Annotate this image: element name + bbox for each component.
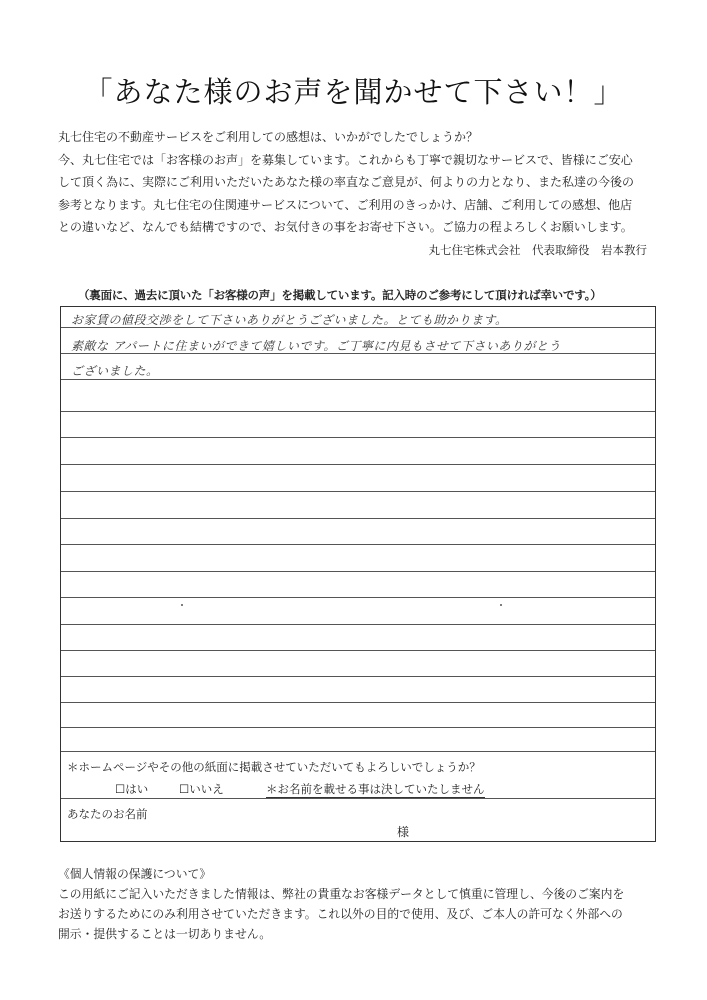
consent-no-checkbox[interactable]: ☐いいえ <box>179 782 224 796</box>
intro-text <box>58 126 658 239</box>
ruled-line <box>61 518 655 519</box>
ruled-line <box>61 571 655 572</box>
feedback-form <box>60 306 656 842</box>
intro-line: して頂く為に、実際にご利用いただいたあなた様の率直なご意見が、何よりの力となり、また私達の今後の <box>58 175 635 189</box>
ruled-line <box>61 727 655 728</box>
name-label: あなたのお名前 <box>67 807 148 821</box>
privacy-line: お送りするためにのみ利用させていただきます。これ以外の目的で使用、及び、ご本人の許可なく外部への <box>58 907 623 921</box>
handwritten-comment-line: お家賃の値段交渉をして下さいありがとうございました。とても助かります。 <box>71 313 508 327</box>
ruled-line <box>61 544 655 545</box>
privacy-heading: 《個人情報の保護について》 <box>58 867 212 881</box>
privacy-section <box>58 864 658 944</box>
divider <box>61 798 655 799</box>
ruled-line <box>61 597 655 598</box>
handwritten-comment-line: ございました。 <box>71 364 159 378</box>
page-title: 「あなた様のお声を聞かせて下さい！」 <box>83 75 624 109</box>
ruled-line <box>61 650 655 651</box>
consent-yes-checkbox[interactable]: ☐はい <box>115 782 149 796</box>
ruled-line <box>61 751 655 752</box>
ruled-line <box>61 702 655 703</box>
ruled-line <box>61 624 655 625</box>
intro-line: 参考となります。丸七住宅の住関連サービスについて、ご利用のきっかけ、店舗、ご利用しての感想、他店 <box>58 197 633 212</box>
ruled-line <box>61 464 655 465</box>
intro-line: との違いなど、なんでも結構ですので、お気付きの事をお寄せ下さい。ご協力の程よろしくお願いします。 <box>58 220 633 234</box>
name-suffix: 様 <box>397 825 410 839</box>
ink-dot <box>181 604 183 606</box>
ruled-line <box>61 676 655 677</box>
ruled-line <box>61 491 655 492</box>
notice: （裏面に、過去に頂いた「お客様の声」を掲載しています。記入時のご参考にして頂ければ幸いです。） <box>78 288 602 302</box>
ruled-line <box>61 379 655 380</box>
consent-note: ＊お名前を載せる事は決していたしません <box>266 782 485 796</box>
signature: 丸七住宅株式会社 代表取締役 岩本教行 <box>428 243 647 257</box>
intro-line: 今、丸七住宅では「お客様のお声」を募集しています。これからも丁寧で親切なサービスで、皆様にご安心 <box>58 152 633 167</box>
intro-line: 丸七住宅の不動産サービスをご利用しての感想は、いかがでしたでしょうか？ <box>58 130 479 144</box>
consent-question: ＊ホームページやその他の紙面に掲載させていただいてもよろしいでしょうか？ <box>67 760 481 774</box>
comment-area[interactable] <box>61 307 655 753</box>
ruled-line <box>61 411 655 412</box>
ruled-line <box>61 437 655 438</box>
privacy-line: 開示・提供することは一切ありません。 <box>58 927 272 941</box>
ink-dot <box>500 604 502 606</box>
privacy-line: この用紙にご記入いただきました情報は、弊社の貴重なお客様データとして慎重に管理し、今後のご案内を <box>58 887 625 901</box>
handwritten-comment-line: 素敵な アパートに住まいができて嬉しいです。ご丁寧に内見もさせて下さいありがとう <box>71 339 561 353</box>
